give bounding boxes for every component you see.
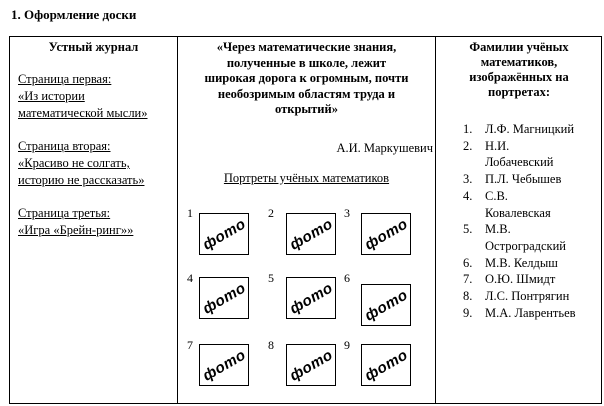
photo-label: фото (361, 345, 411, 385)
portrait-number: 1 (187, 206, 193, 220)
photo-label: фото (199, 278, 249, 318)
list-item (436, 255, 576, 272)
mathematician-name: Н.И. (485, 138, 510, 153)
mathematician-name: Л.С. Понтрягин (485, 289, 570, 304)
oral-journal-title: Устный журнал (48, 40, 139, 54)
list-number: 3. (463, 172, 473, 187)
list-item (436, 305, 576, 322)
mathematician-name: М.В. Келдыш (485, 255, 558, 270)
list-item (436, 288, 576, 305)
quote-author: А.И. Маркушевич (336, 141, 433, 155)
mathematician-name: М.А. Лаврентьев (485, 305, 576, 320)
portrait-number: 9 (344, 338, 350, 352)
mathematician-name: О.Ю. Шмидт (485, 272, 556, 287)
quote-line: «Через математические знания, (216, 40, 397, 54)
list-item (436, 221, 576, 254)
list-item (436, 138, 576, 171)
mathematician-name: Л.Ф. Магницкий (485, 122, 575, 136)
mathematician-name: М.В. (485, 222, 511, 237)
portrait-number: 2 (268, 206, 274, 220)
list-number: 7. (463, 272, 473, 287)
journal-page-1-label: Страница первая: (18, 72, 112, 86)
mathematician-name: П.Л. Чебышев (485, 172, 562, 187)
portrait-number: 3 (344, 206, 350, 220)
photo-label: фото (286, 278, 336, 318)
portrait-placeholder-9 (361, 344, 411, 386)
journal-page-3 (18, 205, 133, 239)
journal-page-2 (18, 138, 144, 189)
list-number: 6. (463, 255, 473, 270)
journal-page-1-topic-cont: математической мысли» (18, 106, 148, 120)
portrait-placeholder-3 (361, 213, 411, 255)
epigraph-quote (184, 40, 429, 118)
portrait-number: 6 (344, 271, 350, 285)
quote-line: широкая дорога к огромным, почти (204, 71, 409, 85)
journal-page-3-label: Страница третья: (18, 206, 111, 220)
journal-page-3-topic: «Игра «Брейн-ринг»» (18, 223, 134, 237)
portrait-placeholder-1 (199, 213, 249, 255)
mathematician-name-cont: Лобачевский (485, 155, 554, 170)
portrait-placeholder-8 (286, 344, 336, 386)
portrait-number: 7 (187, 338, 193, 352)
title-line: портретах: (488, 85, 550, 99)
list-number: 8. (463, 289, 473, 304)
quote-line: необозримым областям труда и (217, 86, 396, 101)
list-number: 4. (463, 188, 473, 203)
mathematician-name-cont: Остроградский (485, 238, 566, 253)
photo-label: фото (199, 345, 249, 385)
mathematician-name: С.В. (485, 188, 508, 203)
photo-label: фото (286, 214, 336, 254)
mathematician-name-cont: Ковалевская (485, 205, 551, 220)
portraits-title: Портреты учёных математиков (223, 171, 390, 185)
portrait-placeholder-7 (199, 344, 249, 386)
journal-page-1 (18, 71, 148, 122)
photo-label: фото (199, 214, 249, 254)
list-number: 5. (463, 222, 473, 237)
list-item (436, 271, 576, 288)
portrait-placeholder-6 (361, 284, 411, 326)
quote-line: открытий» (275, 102, 338, 116)
photo-label: фото (286, 345, 336, 385)
list-item (436, 171, 576, 188)
mathematicians-names-column (436, 37, 602, 403)
journal-page-2-topic: «Красиво не солгать, (18, 156, 130, 170)
portrait-number: 5 (268, 271, 274, 285)
quote-line: полученные в школе, лежит (226, 55, 387, 70)
list-number: 9. (463, 305, 473, 320)
portrait-placeholder-2 (286, 213, 336, 255)
title-line: математиков, (480, 55, 558, 69)
list-item (436, 121, 576, 138)
title-line: изображённых на (469, 70, 569, 84)
portrait-number: 8 (268, 338, 274, 352)
names-column-title (436, 40, 602, 100)
title-line: Фамилии учёных (469, 40, 569, 54)
portrait-placeholder-5 (286, 277, 336, 319)
photo-label: фото (361, 214, 411, 254)
board-layout-table (9, 36, 602, 404)
list-item (436, 188, 576, 221)
list-number: 2. (463, 138, 473, 153)
oral-journal-column (10, 37, 177, 403)
portrait-placeholder-4 (199, 277, 249, 319)
photo-label: фото (361, 285, 411, 325)
quote-portraits-column (178, 37, 435, 403)
list-number: 1. (463, 122, 473, 136)
section-heading: 1. Оформление доски (11, 7, 137, 22)
journal-page-2-label: Страница вторая: (18, 139, 111, 153)
journal-page-1-topic: «Из истории (18, 89, 85, 103)
mathematicians-list (436, 121, 576, 321)
journal-page-2-topic-cont: историю не рассказать» (18, 173, 145, 187)
portrait-number: 4 (187, 271, 193, 285)
